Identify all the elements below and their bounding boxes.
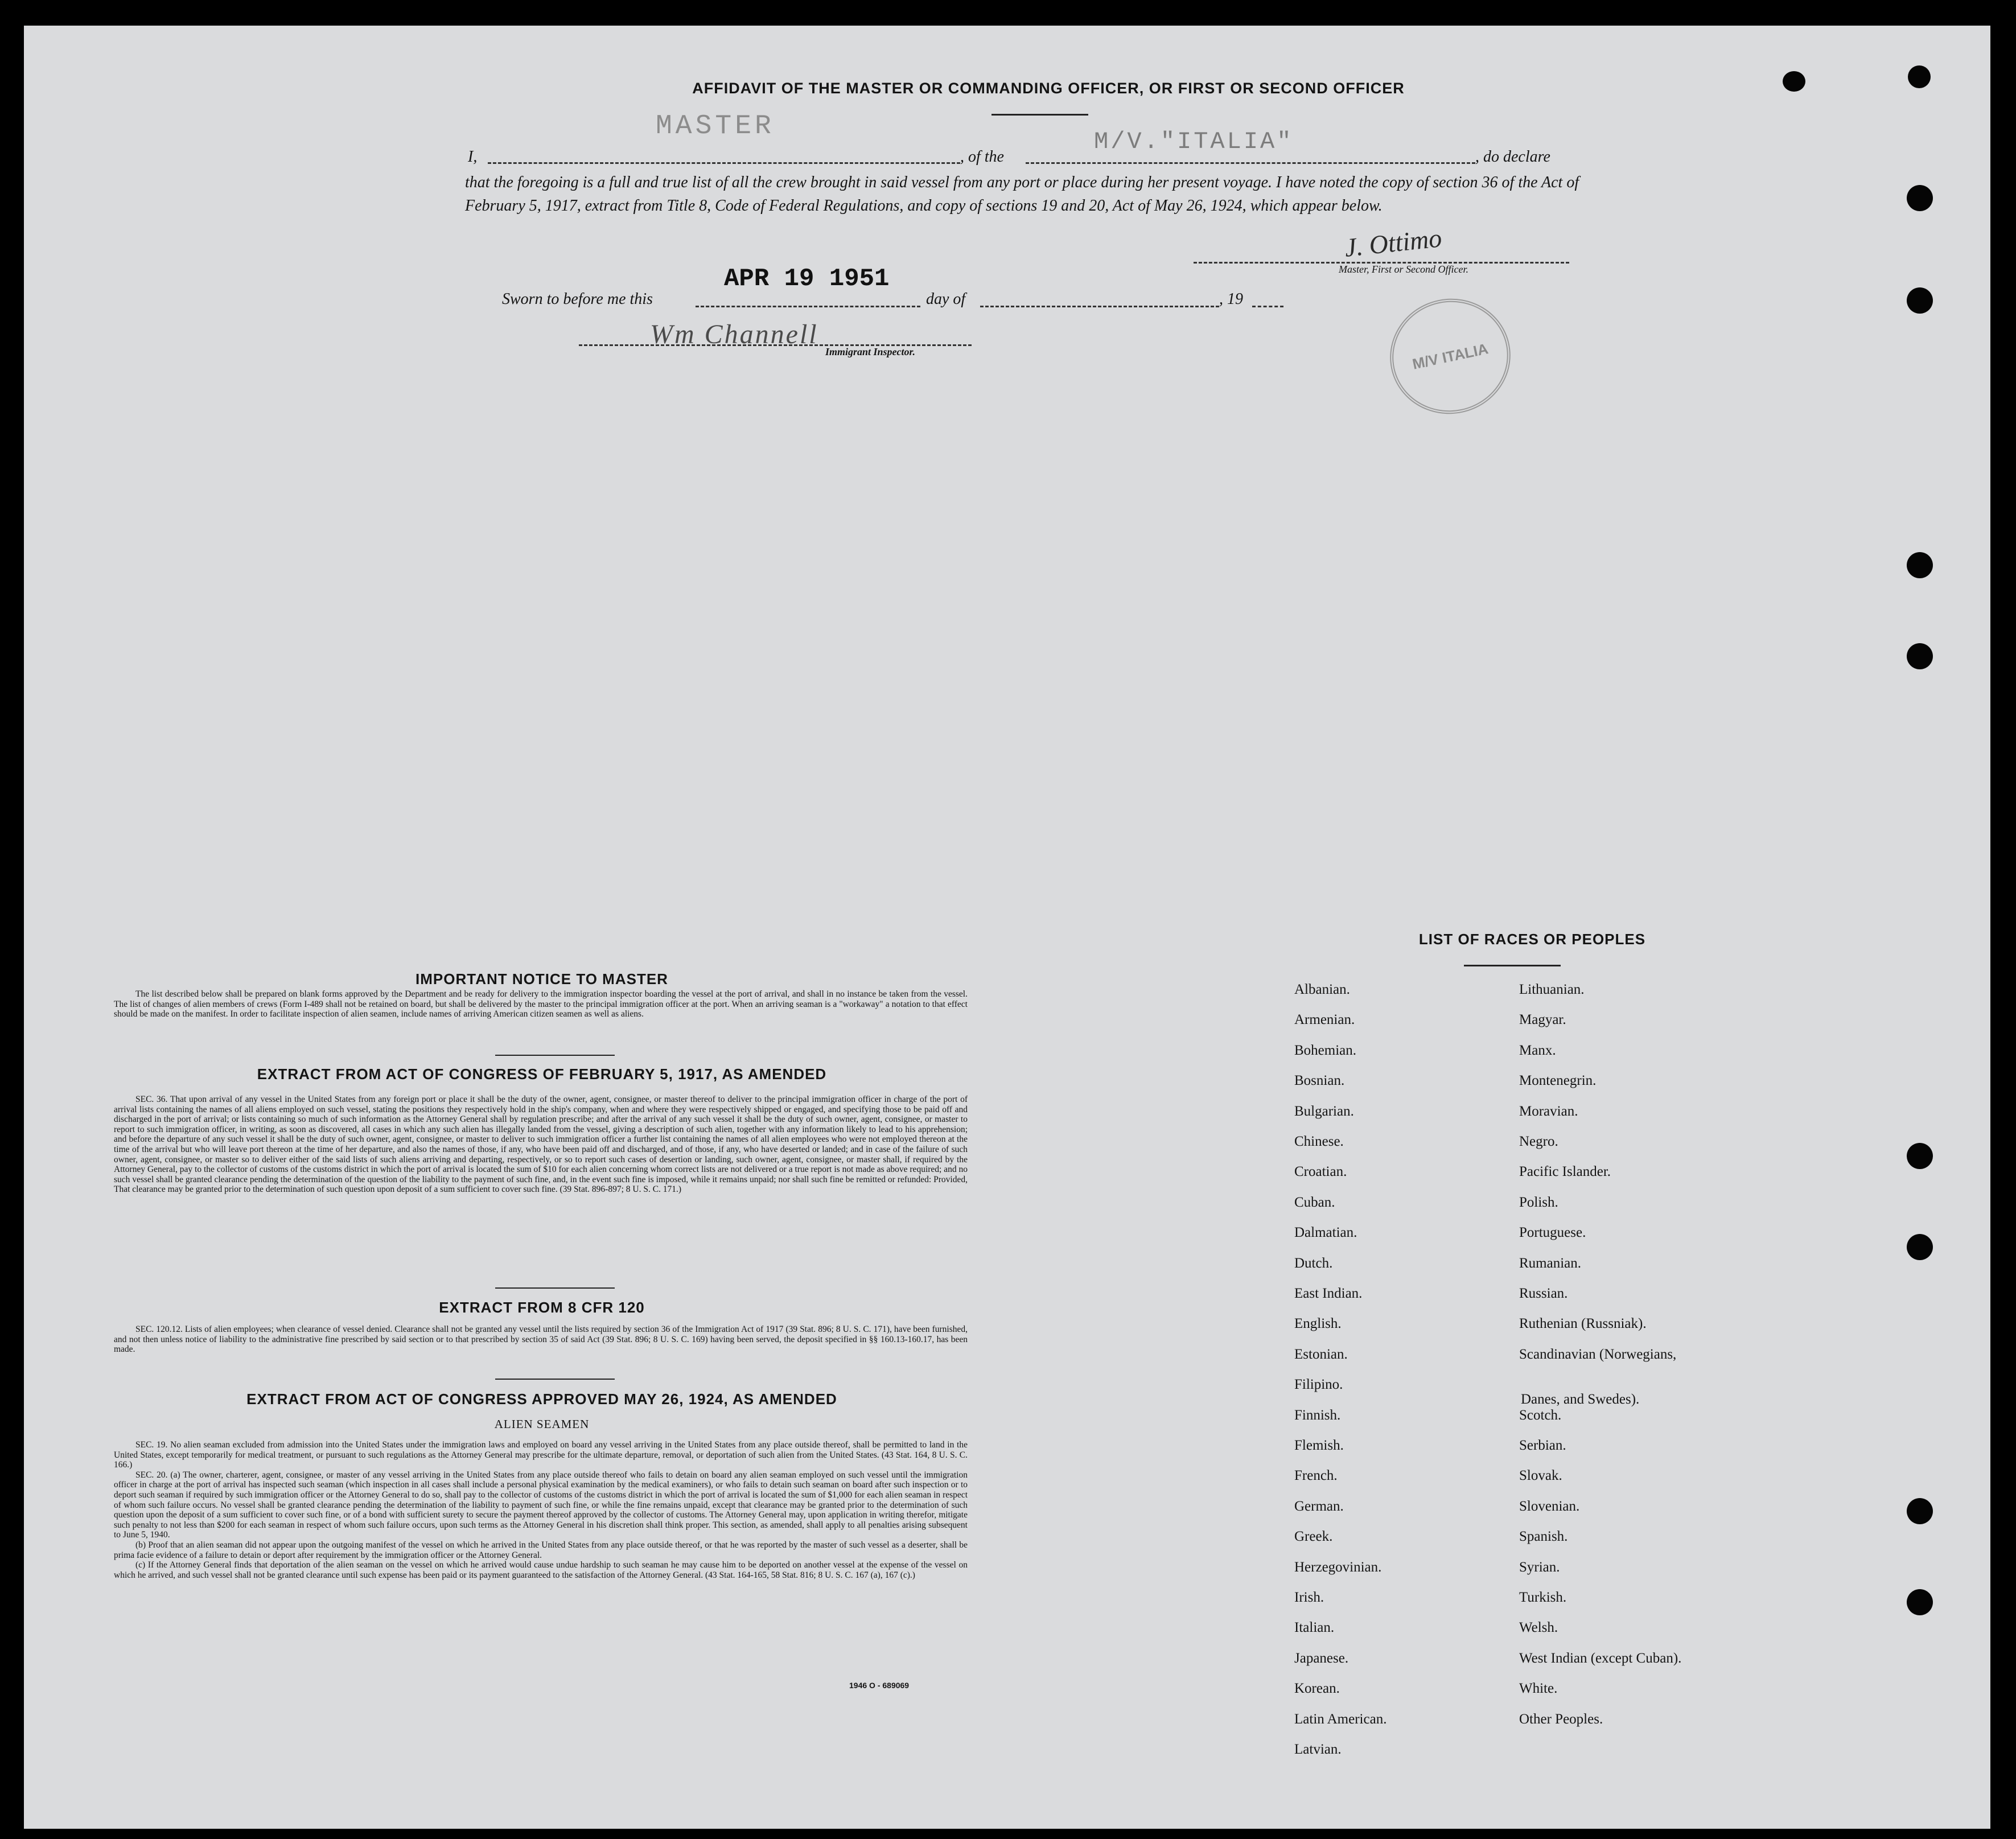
extract-1924-paragraph: SEC. 19. No alien seaman excluded from admission into the United States under the immigration laws and employed on board any vessel arriving in the United States from any place outside thereof, shall be permitted to land in the United States, except temporarily for medical treatment, or pursuant to such regulations as the Attorney General may prescribe for the ultimate departure, removal, or deportation of such alien from the United States. (43 Stat. 164, 8 U. S. C. 166.)	[114, 1440, 968, 1470]
race-item: Cuban.	[1294, 1194, 1335, 1210]
race-item: Armenian.	[1294, 1012, 1355, 1028]
race-item: Irish.	[1294, 1590, 1324, 1605]
master-stamp: MASTER	[656, 111, 775, 142]
race-item: Portuguese.	[1519, 1225, 1586, 1241]
race-item: Korean.	[1294, 1681, 1340, 1697]
race-item: Bohemian.	[1294, 1042, 1357, 1058]
race-item: Latvian.	[1294, 1742, 1342, 1757]
race-item: Montenegrin.	[1519, 1073, 1597, 1089]
seal-text: M/V ITALIA	[1410, 339, 1490, 373]
divider	[495, 1287, 615, 1289]
extract-1917-paragraph: SEC. 36. That upon arrival of any vessel in the United States from any foreign port or place it shall be the duty of the owner, agent, consignee, or master thereof to deliver to the principal immigration officer in charge of the port of arrival lists containing the names of all aliens employed on such vessel, stating the positions they respectively hold in the ship's company, when and where they were respectively shipped or engaged, and specifying those to be paid off and discharged in the port of arrival; or lists containing so much of such information as the Attorney General shall by regulation prescribe; and after the arrival of any such vessel it shall be the duty of such owner, agent, consignee, or master to report to such immigration officer, in writing, as soon as discovered, all cases in which any such alien has illegally landed from the vessel, giving a description of such alien, together with any information likely to lead to his apprehension; and before the departure of any such vessel it shall be the duty of such owner, agent, consignee, or master to deliver to such immigration officer a further list containing the names of all alien employees who were not employed thereon at the time of the arrival but who will leave port thereon at the time of her departure, and also the names of those, if any, who have been paid off and discharged, and of those, if any, who have deserted or landed; and in case of the failure of such owner, agent, consignee, or master so to deliver either of the said lists of such aliens arriving and departing, respectively, or so to report such cases of desertion or landing, such owner, agent, consignee, or master shall, if required by the Attorney General, pay to the collector of customs of the customs district in which the port of arrival is located the sum of $10 for each alien concerning whom correct lists are not delivered or a true report is not made as above required; and no such vessel shall be granted clearance pending the determination of the question of the liability to the payment of such fine, and, in the event such fine is imposed, while it remains unpaid; nor shall such fine be remitted or refunded: Provided, That clearance may be granted prior to the determination of such question upon deposit of a sum sufficient to cover such fine. (39 Stat. 896-897; 8 U. S. C. 171.)	[114, 1095, 968, 1195]
race-item: Manx.	[1519, 1042, 1556, 1058]
race-item: Italian.	[1294, 1620, 1335, 1636]
master-line	[488, 162, 960, 164]
sworn-text: Sworn to before me this	[502, 290, 653, 308]
inspector-signature: Wm Channell	[650, 319, 818, 349]
race-item: Danes, and Swedes).	[1521, 1392, 1640, 1408]
race-item: Slovak.	[1519, 1468, 1562, 1484]
race-item: Lithuanian.	[1519, 982, 1585, 997]
year-line	[1252, 306, 1283, 307]
extract-8cfr-text	[114, 1324, 968, 1355]
master-signature: J. Ottimo	[1343, 223, 1443, 262]
race-item: French.	[1294, 1468, 1338, 1484]
affidavit-of-the: , of the	[960, 148, 1004, 166]
notice-title: IMPORTANT NOTICE TO MASTER	[415, 970, 668, 988]
race-item: Slovenian.	[1519, 1498, 1580, 1514]
notice-paragraph: The list described below shall be prepared on blank forms approved by the Department and be ready for delivery to the immigration inspector boarding the vessel at the port of arrival, and shall in no instance be taken from the vessel. The list of changes of alien members of crews (Form I-489 shall not be retained on board, but shall be delivered by the master to the principal immigration officer at the port. When an arriving seaman is a "workaway" a notation to that effect should be made on the manifest. In order to facilitate inspection of alien seamen, include names of arriving American citizen seamen as well as aliens.	[114, 989, 968, 1019]
punch-hole	[1907, 1143, 1933, 1169]
affidavit-body: that the foregoing is a full and true list of all the crew brought in said vessel from any port or place during her present voyage. I have noted the copy of section 36 of the Act of February 5, 1917, extract from Title 8, Code of Federal Regulations, and copy of sections 19 and 20, Act of May 26, 1924, which appear below.	[465, 174, 1579, 215]
divider	[495, 1379, 615, 1380]
punch-hole	[1907, 552, 1933, 578]
race-item: Japanese.	[1294, 1650, 1349, 1666]
race-item: Turkish.	[1519, 1590, 1567, 1605]
extract-8cfr-title: EXTRACT FROM 8 CFR 120	[439, 1299, 645, 1316]
punch-hole	[1907, 1589, 1933, 1615]
divider	[495, 1055, 615, 1056]
extract-1924-title: EXTRACT FROM ACT OF CONGRESS APPROVED MAY 26, 1924, AS AMENDED	[246, 1390, 837, 1408]
vessel-line	[1026, 162, 1475, 164]
extract-1917-title: EXTRACT FROM ACT OF CONGRESS OF FEBRUARY 5, 1917, AS AMENDED	[257, 1065, 827, 1083]
extract-1924-subtitle: ALIEN SEAMEN	[494, 1417, 590, 1431]
extract-1924-paragraph: (c) If the Attorney General finds that deportation of the alien seaman on the vessel on which he arrived would cause undue hardship to such seaman he may cause him to be deported on another vessel at the expense of the vessel on which he arrived, and such vessel shall not be granted clearance until such expense has been paid or its payment guaranteed to the satisfaction of the Attorney General. (43 Stat. 164-165, 58 Stat. 816; 8 U. S. C. 167 (a), 167 (c).)	[114, 1560, 968, 1580]
race-item: Other Peoples.	[1519, 1711, 1603, 1727]
race-item: Latin American.	[1294, 1711, 1387, 1727]
race-item: Spanish.	[1519, 1529, 1568, 1545]
race-item: Welsh.	[1519, 1620, 1558, 1636]
punch-hole	[1907, 643, 1933, 669]
race-item: Croatian.	[1294, 1164, 1347, 1180]
race-item: Moravian.	[1519, 1103, 1578, 1119]
punch-hole	[1907, 1234, 1933, 1260]
punch-hole	[1907, 185, 1933, 211]
race-item: English.	[1294, 1316, 1342, 1332]
extract-1924-paragraph: (b) Proof that an alien seaman did not appear upon the outgoing manifest of the vessel on which he arrived in the United States from any place outside thereof, or that he was reported by the master of such vessel as a deserter, shall be prima facie evidence of a failure to detain or deport after requirement by the immigration officer or the Attorney General.	[114, 1540, 968, 1560]
race-item: Scandinavian (Norwegians,	[1519, 1346, 1677, 1362]
punch-hole	[1907, 1498, 1933, 1524]
date-stamp: APR 19 1951	[724, 265, 890, 293]
year-prefix: , 19	[1219, 290, 1243, 308]
punch-hole	[1907, 287, 1933, 314]
race-item: Ruthenian (Russniak).	[1519, 1316, 1647, 1332]
race-item: Greek.	[1294, 1529, 1333, 1545]
race-item: Bulgarian.	[1294, 1103, 1354, 1119]
race-item: Rumanian.	[1519, 1255, 1582, 1271]
vessel-stamp: M/V."ITALIA"	[1094, 128, 1294, 155]
race-item: Chinese.	[1294, 1134, 1344, 1149]
race-item: Serbian.	[1519, 1438, 1566, 1453]
inspector-caption: Immigrant Inspector.	[825, 346, 916, 357]
race-item: Dutch.	[1294, 1255, 1333, 1271]
race-item: Pacific Islander.	[1519, 1164, 1611, 1180]
races-title: LIST OF RACES OR PEOPLES	[1418, 931, 1646, 948]
race-item: Herzegovinian.	[1294, 1559, 1382, 1575]
ship-seal	[1379, 287, 1521, 425]
race-item: Scotch.	[1519, 1407, 1562, 1423]
race-item: Syrian.	[1519, 1559, 1560, 1575]
race-item: Finnish.	[1294, 1407, 1341, 1423]
print-code: 1946 O - 689069	[849, 1681, 910, 1690]
sworn-day-line	[696, 306, 920, 307]
race-item: German.	[1294, 1498, 1344, 1514]
day-of-text: day of	[926, 290, 966, 308]
punch-hole	[1908, 65, 1931, 88]
affidavit-declare: , do declare	[1475, 148, 1550, 166]
affidavit-title: AFFIDAVIT OF THE MASTER OR COMMANDING OFFICER, OR FIRST OR SECOND OFFICER	[692, 80, 1405, 97]
race-item: Bosnian.	[1294, 1073, 1345, 1089]
race-item: Russian.	[1519, 1286, 1568, 1301]
race-item: Filipino.	[1294, 1377, 1343, 1393]
officer-caption: Master, First or Second Officer.	[1339, 264, 1468, 275]
race-item: Dalmatian.	[1294, 1225, 1357, 1241]
races-rule	[1464, 965, 1561, 966]
notice-text	[114, 989, 968, 1019]
race-item: Magyar.	[1519, 1012, 1566, 1028]
extract-8cfr-paragraph: SEC. 120.12. Lists of alien employees; when clearance of vessel denied. Clearance shall not be granted any vessel until the lists required by section 36 of the Immigration Act of 1917 (39 Stat. 896; 8 U. S. C. 171), have been furnished, and not then unless notice of liability to the administrative fine prescribed by said section or to that prescribed by section 35 of said Act (39 Stat. 896; 8 U. S. C. 169) having been served, the deposit specified in §§ 160.13-160.17, has been made.	[114, 1324, 968, 1355]
race-item: Estonian.	[1294, 1346, 1348, 1362]
title-rule	[991, 114, 1088, 116]
extract-1924-text	[114, 1440, 968, 1580]
race-item: West Indian (except Cuban).	[1519, 1650, 1682, 1666]
race-item: Negro.	[1519, 1134, 1558, 1149]
race-item: Polish.	[1519, 1194, 1558, 1210]
extract-1917-text	[114, 1095, 968, 1195]
punch-hole	[1783, 71, 1805, 92]
affidavit-i: I,	[468, 148, 478, 166]
race-item: White.	[1519, 1681, 1558, 1697]
race-item: Albanian.	[1294, 982, 1350, 997]
document-page	[24, 26, 1990, 1829]
race-item: Flemish.	[1294, 1438, 1344, 1453]
extract-1924-paragraph: SEC. 20. (a) The owner, charterer, agent, consignee, or master of any vessel arriving in the United States from any place outside thereof who fails to detain on board any alien seaman employed on such vessel until the immigration officer in charge at the port of arrival has inspected such seaman (which inspection in all cases shall include a personal physical examination by the medical examiners), or who fails to detain such seaman on board after such inspection or to deport such seaman if required by such immigration officer or the Attorney General to do so, shall pay to the collector of customs of the customs district in which the port of arrival is located the sum of $1,000 for each alien seaman in respect of whom such failure occurs. No vessel shall be granted clearance pending the determination of the liability to payment of such fine, or while the fine remains unpaid, except that clearance may be granted prior to the determination of such question upon the deposit of a sum sufficient to cover such fine, or of a bond with sufficient surety to secure the payment thereof approved by the collector of customs. The Attorney General may, upon application in writing therefor, mitigate such penalty to not less than $200 for each seaman in respect of whom such failure occurs, upon such terms as the Attorney General in his discretion shall think proper. This section, as amended, shall apply to all penalties arising subsequent to June 5, 1940.	[114, 1470, 968, 1540]
race-item: East Indian.	[1294, 1286, 1363, 1301]
month-line	[980, 306, 1219, 307]
